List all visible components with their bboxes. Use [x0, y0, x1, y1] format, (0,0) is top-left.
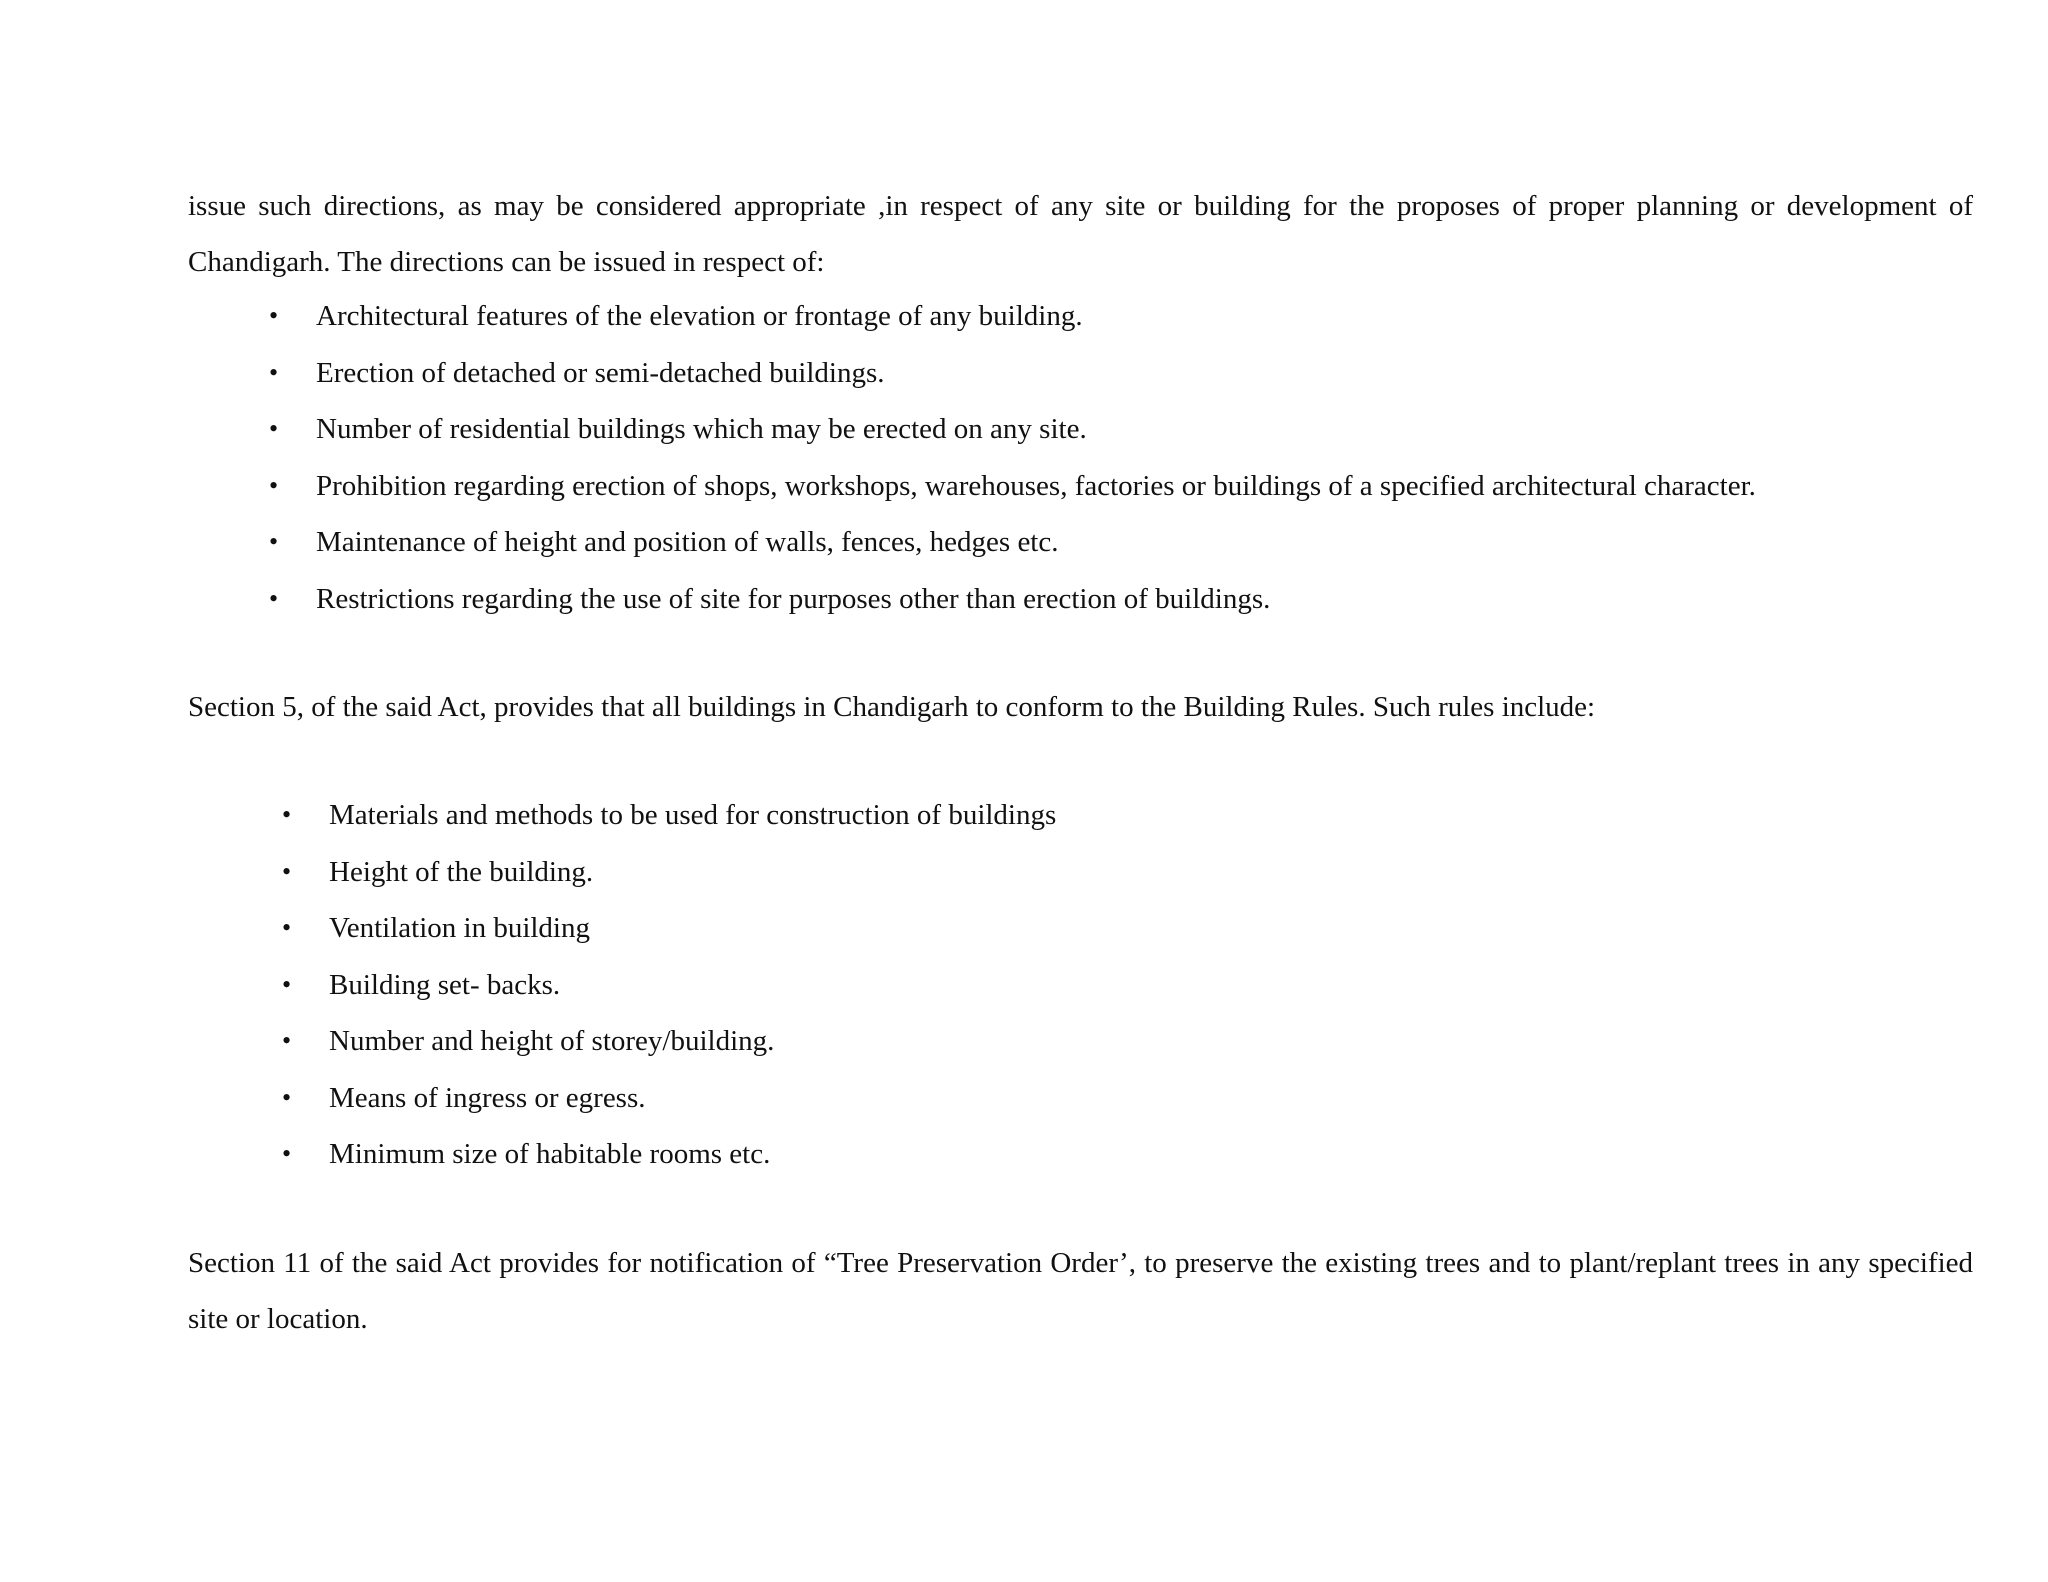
bullet-icon: • — [269, 470, 279, 500]
list-item-text: Ventilation in building — [329, 912, 590, 944]
list-item — [269, 571, 1756, 628]
list-item — [282, 1126, 1056, 1183]
list-item — [282, 900, 1056, 957]
list-item-text: Prohibition regarding erection of shops, workshops, warehouses, factories or buildings of a specified architectural character. — [316, 469, 1756, 502]
bullet-icon: • — [269, 414, 279, 443]
list-item — [282, 787, 1057, 844]
bullet-icon: • — [282, 1026, 292, 1055]
directions-list — [269, 288, 1756, 627]
list-item — [282, 1070, 1056, 1127]
list-item — [269, 288, 1756, 345]
list-item-text: Restrictions regarding the use of site for purposes other than erection of buildings. — [316, 582, 1271, 615]
bullet-icon: • — [282, 800, 292, 829]
bullet-icon: • — [282, 969, 292, 999]
bullet-icon: • — [269, 583, 279, 613]
list-item — [282, 844, 1056, 901]
list-item — [269, 514, 1756, 571]
list-item-text: Minimum size of habitable rooms etc. — [329, 1138, 771, 1170]
list-item — [282, 1013, 1056, 1070]
bullet-icon: • — [269, 527, 279, 556]
list-item — [269, 401, 1756, 458]
list-item — [282, 957, 1056, 1014]
list-item-text: Building set- backs. — [329, 968, 561, 1001]
bullet-icon: • — [269, 357, 279, 387]
bullet-icon: • — [282, 856, 292, 886]
bullet-icon: • — [282, 1082, 292, 1112]
building-rules-list — [282, 787, 1057, 1183]
paragraph-section-5: Section 5, of the said Act, provides that all buildings in Chandigarh to conform to the Building Rules. Such rules include: — [188, 691, 1596, 723]
list-item-text: Materials and methods to be used for construction of buildings — [329, 799, 1057, 831]
list-item-text: Maintenance of height and position of walls, fences, hedges etc. — [316, 526, 1059, 558]
bullet-icon: • — [269, 301, 279, 330]
paragraph-section-11: Section 11 of the said Act provides for notification of “Tree Preservation Order’, to preserve the existing trees and to plant/replant trees in any specified site or location. — [188, 1247, 1973, 1335]
paragraph-directions: issue such directions, as may be considered appropriate ,in respect of any site or building for the proposes of proper planning or development of Chandigarh. The directions can be issued in respect of: — [188, 190, 1973, 278]
list-item-text: Number and height of storey/building. — [329, 1025, 775, 1057]
list-item-text: Means of ingress or egress. — [329, 1081, 646, 1114]
bullet-icon: • — [282, 1139, 292, 1168]
list-item-text: Erection of detached or semi-detached buildings. — [316, 356, 885, 389]
list-item-text: Number of residential buildings which may be erected on any site. — [316, 413, 1087, 445]
list-item-text: Height of the building. — [329, 855, 594, 888]
list-item — [269, 458, 1756, 515]
bullet-icon: • — [282, 913, 292, 942]
list-item-text: Architectural features of the elevation or frontage of any building. — [316, 300, 1083, 332]
list-item — [269, 345, 1756, 402]
